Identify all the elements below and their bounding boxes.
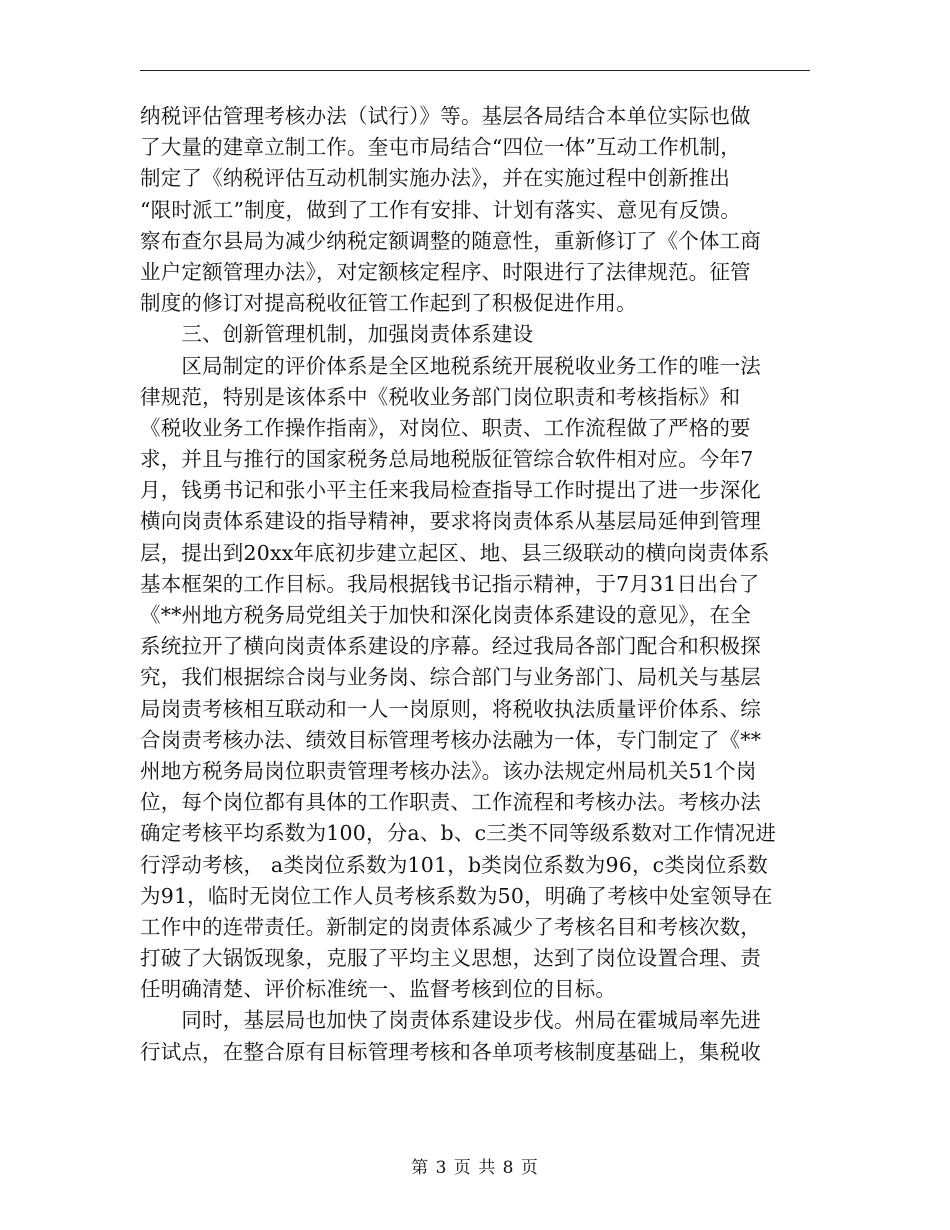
text-line: 位，每个岗位都有具体的工作职责、工作流程和考核办法。考核办法 [140,790,761,815]
text-line: 层，提出到20xx年底初步建立起区、地、县三级联动的横向岗责体系 [140,540,770,565]
document-body [140,101,810,1068]
text-line: 业户定额管理办法》，对定额核定程序、时限进行了法律规范。征管 [140,259,751,284]
text-line: 行浮动考核， a类岗位系数为101，b类岗位系数为96，c类岗位系数 [140,852,768,877]
text-line: 行试点，在整合原有目标管理考核和各单项考核制度基础上，集税收 [140,1039,761,1064]
text-line: 制定了《纳税评估互动机制实施办法》，并在实施过程中创新推出 [140,166,731,191]
text-line: 区局制定的评价体系是全区地税系统开展税收业务工作的唯一法 [140,353,761,378]
text-line: 横向岗责体系建设的指导精神，要求将岗责体系从基层局延伸到管理 [140,509,761,534]
text-line: 局岗责考核相互联动和一人一岗原则，将税收执法质量评价体系、综 [140,696,761,721]
text-line: 州地方税务局岗位职责管理考核办法》。该办法规定州局机关51个岗 [140,758,757,783]
header-rule [140,70,810,71]
text-line: “限时派工”制度，做到了工作有安排、计划有落实、意见有反馈。 [140,197,741,222]
section-heading: 三、创新管理机制，加强岗责体系建设 [140,322,534,347]
text-line: 求，并且与推行的国家税务总局地税版征管综合软件相对应。今年7 [140,447,754,472]
text-line: 工作中的连带责任。新制定的岗责体系减少了考核名目和考核次数， [140,914,761,939]
text-line: 任明确清楚、评价标准统一、监督考核到位的目标。 [140,977,617,1002]
text-line: 基本框架的工作目标。我局根据钱书记指示精神，于7月31日出台了 [140,571,760,596]
page-number-footer: 第 3 页 共 8 页 [411,1158,539,1178]
text-line: 合岗责考核办法、绩效目标管理考核办法融为一体，专门制定了《** [140,727,762,752]
text-line: 究，我们根据综合岗与业务岗、综合部门与业务部门、局机关与基层 [140,665,761,690]
text-line: 同时，基层局也加快了岗责体系建设步伐。州局在霍城局率先进 [140,1008,761,1033]
text-line: 确定考核平均系数为100，分a、b、c三类不同等级系数对工作情况进 [140,821,777,846]
text-line: 了大量的建章立制工作。奎屯市局结合“四位一体”互动工作机制， [140,135,741,160]
text-line: 系统拉开了横向岗责体系建设的序幕。经过我局各部门配合和积极探 [140,634,761,659]
text-line: 《税收业务工作操作指南》，对岗位、职责、工作流程做了严格的要 [140,415,751,440]
text-line: 察布查尔县局为减少纳税定额调整的随意性，重新修订了《个体工商 [140,228,761,253]
text-line: 为91，临时无岗位工作人员考核系数为50，明确了考核中处室领导在 [140,883,773,908]
text-line: 打破了大锅饭现象，克服了平均主义思想，达到了岗位设置合理、责 [140,946,761,971]
text-line: 纳税评估管理考核办法（试行）》等。基层各局结合本单位实际也做 [140,104,751,128]
text-line: 《**州地方税务局党组关于加快和深化岗责体系建设的意见》，在全 [140,603,751,627]
text-line: 月，钱勇书记和张小平主任来我局检查指导工作时提出了进一步深化 [140,478,761,503]
text-line: 制度的修订对提高税收征管工作起到了积极促进作用。 [140,291,637,316]
text-line: 律规范，特别是该体系中《税收业务部门岗位职责和考核指标》和 [140,384,741,409]
